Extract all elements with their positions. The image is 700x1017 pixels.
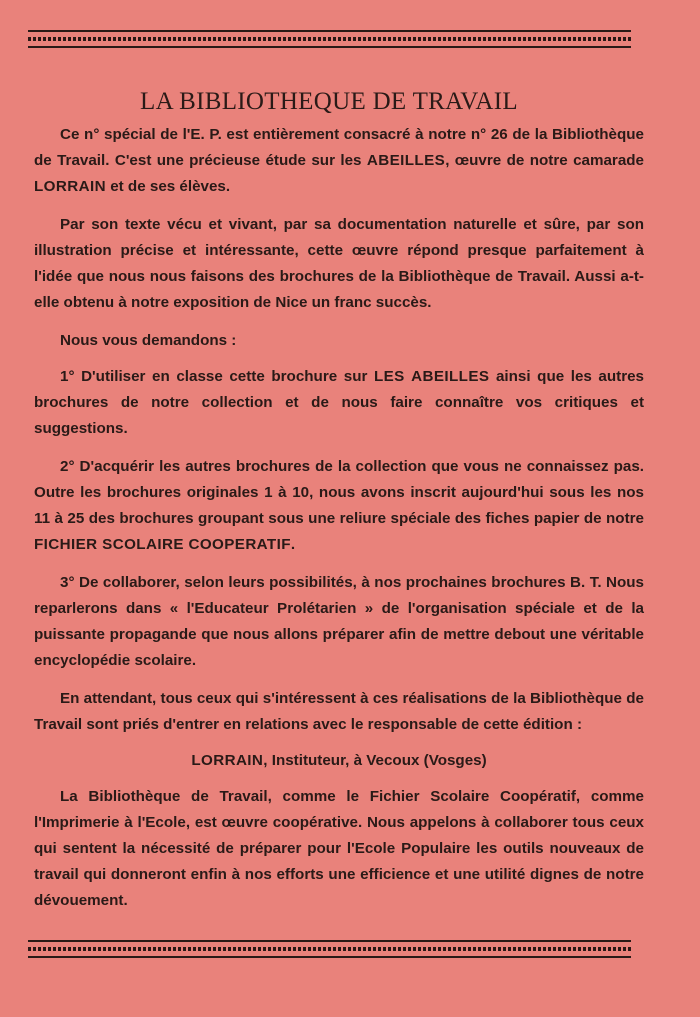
top-decorative-rule — [28, 30, 631, 48]
paragraph-point-2: 2° D'acquérir les autres brochures de la collection que vous ne connaissez pas. Outre les brochures originales 1 à 10, nous avons inscrit aujourd'hui sous les nos 11 à 25 des brochures groupant sous une reliure spéciale des fiches papier de notre FICHIER SCOLAIRE COOPERATIF. — [34, 458, 644, 553]
paragraph-contact: En attendant, tous ceux qui s'intéressent à ces réalisations de la Bibliothèque de Travail sont priés d'entrer en relations avec le responsable de cette édition : — [34, 690, 644, 733]
paragraph-description: Par son texte vécu et vivant, par sa documentation naturelle et sûre, par son illustration précise et intéressante, cette œuvre répond presque parfaitement à l'idée que nous nous faisons des brochures de la Bibliothèque de Travail. Aussi a-t-elle obtenu à notre exposition de Nice un franc succès. — [34, 216, 644, 311]
paragraph-point-1: 1° D'utiliser en classe cette brochure sur LES ABEILLES ainsi que les autres brochures de notre collection et de nous faire connaître vos critiques et suggestions. — [34, 368, 645, 437]
page-title: LA BIBLIOTHEQUE DE TRAVAIL — [140, 88, 518, 115]
paragraph-point-3: 3° De collaborer, selon leurs possibilités, à nos prochaines brochures B. T. Nous reparlerons dans « l'Educateur Prolétarien » de l'organisation spéciale et de la puissante propagande que nous allons préparer afin de mettre debout une véritable encyclopédie scolaire. — [34, 574, 644, 669]
contact-address: LORRAIN, Instituteur, à Vecoux (Vosges) — [191, 752, 487, 769]
highlight-fichier-scolaire: FICHIER SCOLAIRE COOPERATIF — [34, 536, 291, 553]
contact-name: LORRAIN — [191, 752, 264, 769]
paragraph-intro: Ce n° spécial de l'E. P. est entièrement consacré à notre n° 26 de la Bibliothèque de Travail. C'est une précieuse étude sur les ABEILLES, œuvre de notre camarade LORRAIN et de ses élèves. — [34, 126, 644, 195]
paragraph-closing: La Bibliothèque de Travail, comme le Fichier Scolaire Coopératif, comme l'Imprimerie à l'Ecole, est œuvre coopérative. Nous appelons à collaborer tous ceux qui sentent la nécessité de préparer pour l'Ecole Populaire les outils nouveaux de travail qui donneront enfin à nos efforts une efficience et une utilité dignes de notre dévouement. — [34, 788, 644, 909]
highlight-abeilles: ABEILLES — [366, 152, 446, 169]
highlight-les-abeilles: LES ABEILLES — [373, 368, 490, 385]
paragraph-request-heading: Nous vous demandons : — [60, 332, 237, 349]
article-body — [34, 122, 644, 926]
bottom-decorative-rule — [28, 940, 631, 958]
highlight-lorrain: LORRAIN — [34, 178, 106, 195]
